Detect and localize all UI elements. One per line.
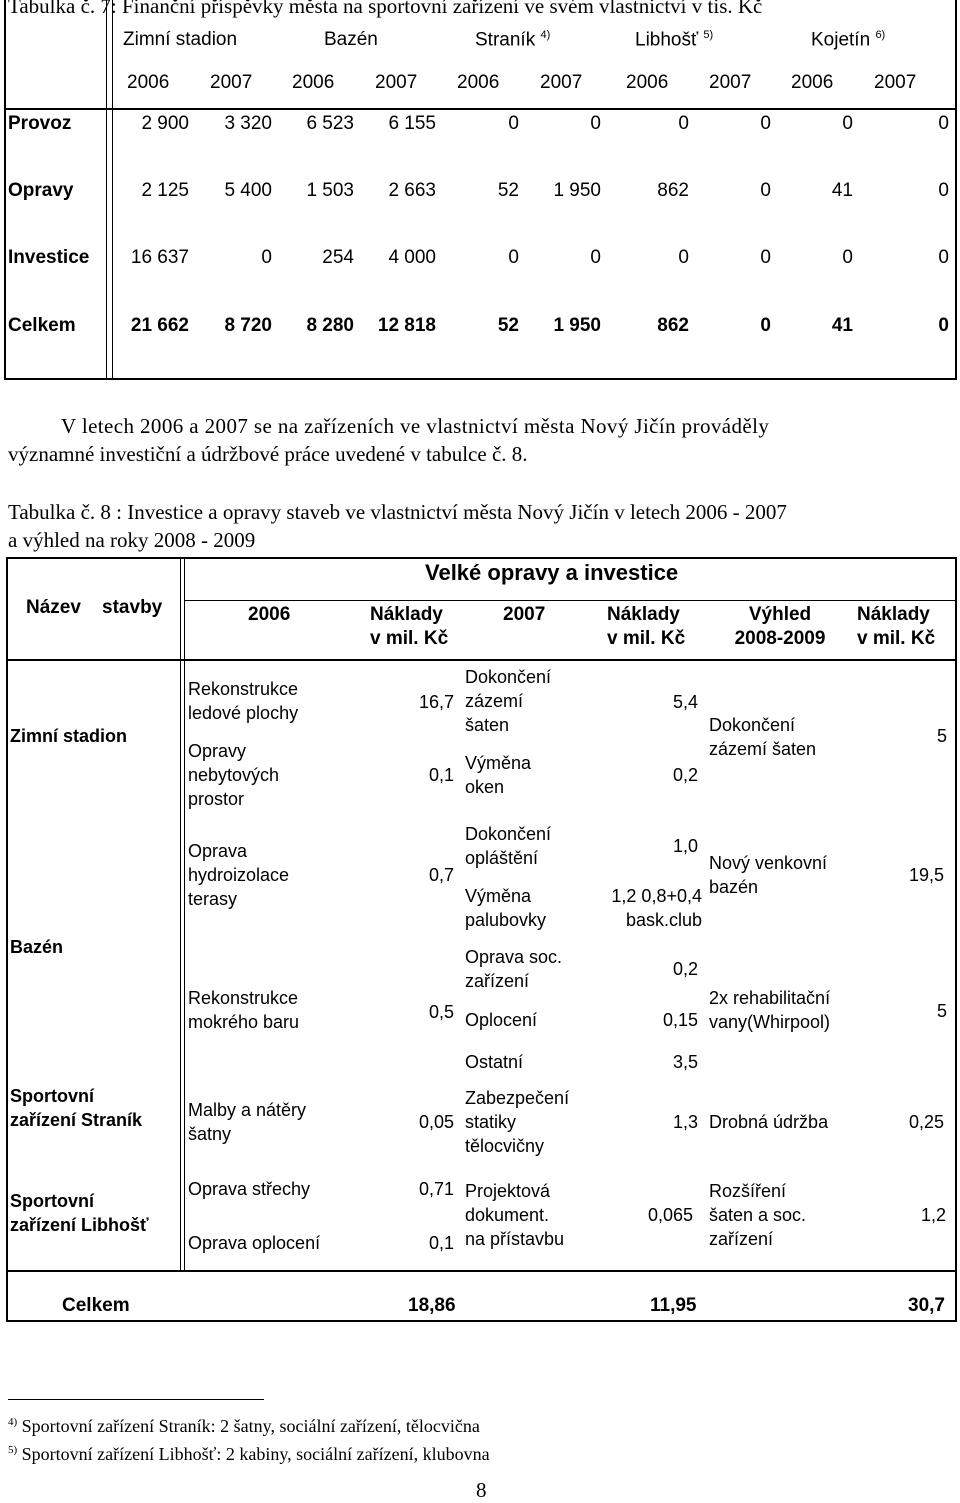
paragraph-line: významné investiční a údržbové práce uvedené v tabulce č. 8.	[8, 442, 528, 466]
work-2007	[465, 665, 551, 737]
col-header-cost-label: Náklady	[607, 604, 680, 625]
row-name	[10, 1189, 149, 1237]
work-line: mokrého baru	[188, 1012, 300, 1032]
work-line: hydroizolace	[188, 865, 290, 885]
outlook	[709, 851, 827, 899]
work-line: statiky	[465, 1112, 517, 1132]
outlook	[709, 713, 816, 761]
footnote-ref-6: 6)	[875, 29, 886, 41]
work-line: terasy	[188, 889, 238, 909]
row-name-line: Sportovní	[10, 1086, 94, 1106]
paragraph	[8, 412, 769, 468]
work-2007: Ostatní	[465, 1052, 524, 1072]
col-header-cost-unit: v mil. Kč	[607, 628, 686, 649]
work-line: Zabezpečení	[465, 1088, 570, 1108]
cell: 0	[760, 180, 771, 201]
work-line: Opravy	[188, 741, 247, 761]
venue-zimni-stadion: Zimní stadion	[123, 29, 238, 50]
cell: 862	[657, 180, 689, 201]
work-line: zázemí	[465, 691, 524, 711]
year-cell: 2006	[127, 72, 170, 93]
cell: 1 950	[553, 180, 601, 201]
work-2007	[465, 822, 551, 870]
outlook	[709, 986, 830, 1034]
work-line: Oprava	[188, 841, 248, 861]
cell: 0	[760, 315, 771, 336]
cell: 0	[678, 113, 689, 134]
venue-libhost: Libhošť $^{5)}$	[635, 29, 714, 51]
row-name: Bazén	[10, 937, 64, 957]
venue-stranik: Straník $^{4)}$	[475, 29, 551, 51]
year-cell: 2007	[709, 72, 752, 93]
cell: 8 720	[224, 315, 272, 336]
work-line: Projektová	[465, 1181, 551, 1201]
work-line: oken	[465, 777, 505, 797]
cost-2007	[611, 884, 702, 932]
cell: 0	[938, 180, 949, 201]
cell: 0	[938, 247, 949, 268]
cell: 2 900	[141, 113, 189, 134]
work-line: palubovky	[465, 910, 547, 930]
col-header-outlook	[728, 603, 832, 651]
row-name-line: zařízení Libhošť	[10, 1215, 149, 1235]
footnote-text: Sportovní zařízení Libhošť: 2 kabiny, sociální zařízení, klubovna	[21, 1444, 490, 1464]
cost-outlook: 19,5	[909, 865, 945, 885]
total-label: Celkem	[62, 1295, 130, 1316]
work-2006	[188, 1098, 306, 1146]
cell: 52	[497, 180, 519, 201]
footnote-text: Sportovní zařízení Straník: 2 šatny, sociální zařízení, tělocvična	[21, 1416, 480, 1436]
cost-line: bask.club	[625, 910, 702, 930]
work-2006: Oprava oplocení	[188, 1233, 321, 1253]
cell: 41	[831, 180, 853, 201]
work-2006	[188, 839, 289, 911]
cell: 41	[831, 315, 853, 336]
venue-bazen: Bazén	[324, 29, 378, 50]
col-header-cost-outlook	[857, 603, 935, 651]
cost-outlook: 5	[937, 726, 948, 746]
col-header-cost-label: Náklady	[857, 604, 930, 625]
cost-2006: 16,7	[419, 692, 455, 712]
cell: 6 155	[388, 113, 436, 134]
cost-2006: 0,1	[429, 1233, 455, 1253]
cell: 0	[760, 113, 771, 134]
cost-2007: 3,5	[673, 1052, 699, 1072]
cell: 0	[590, 113, 601, 134]
cost-2006: 0,05	[419, 1112, 455, 1132]
work-2006	[188, 986, 299, 1034]
row-label: Celkem	[8, 315, 76, 336]
work-line: Oprava soc.	[465, 947, 563, 967]
work-2007: Oplocení	[465, 1010, 538, 1030]
cost-outlook: 5	[937, 1001, 948, 1021]
cell: 2 663	[388, 180, 436, 201]
cell: 862	[657, 315, 689, 336]
col-header-outlook-label: Výhled	[748, 604, 812, 625]
cell: 0	[590, 247, 601, 268]
outlook-line: 2x rehabilitační	[709, 988, 831, 1008]
work-line: opláštění	[465, 848, 539, 868]
cost-outlook: 0,25	[909, 1112, 945, 1132]
year-cell: 2007	[540, 72, 583, 93]
work-line: ledové plochy	[188, 703, 299, 723]
year-cell: 2006	[457, 72, 500, 93]
row-name: Zimní stadion	[10, 726, 127, 746]
cost-2007: 0,2	[673, 959, 699, 979]
footnote-mark: 5)	[8, 1444, 18, 1456]
row-label: Opravy	[8, 180, 74, 201]
work-2007	[465, 945, 562, 993]
work-2006: Oprava střechy	[188, 1179, 311, 1199]
year-cell: 2006	[791, 72, 834, 93]
venue-kojetin: Kojetín $^{6)}$	[811, 29, 886, 51]
table8-group-header: Velké opravy a investice	[425, 560, 679, 585]
outlook	[709, 1179, 806, 1251]
work-2007	[465, 884, 546, 932]
cell: 12 818	[377, 315, 436, 336]
row-name	[10, 1084, 142, 1132]
table7-caption: Tabulka č. 7: Finanční příspěvky města na sportovní zařízení ve svém vlastnictví v tis. Kč	[8, 0, 763, 18]
col-header-cost-2006	[370, 603, 448, 651]
row-label: Investice	[8, 247, 90, 268]
total-outlook: 30,7	[908, 1295, 945, 1316]
year-cell: 2006	[626, 72, 669, 93]
cell: 6 523	[306, 113, 354, 134]
cost-outlook: 1,2	[921, 1205, 947, 1225]
cost-2007: 1,0	[673, 836, 699, 856]
work-line: Výměna	[465, 753, 532, 773]
footnote	[8, 1410, 490, 1438]
work-2007	[465, 1179, 564, 1251]
paragraph-line: V letech 2006 a 2007 se na zařízeních ve vlastnictví města Nový Jičín prováděly	[61, 414, 770, 438]
total-2006: 18,86	[408, 1295, 456, 1316]
work-line: tělocvičny	[465, 1136, 545, 1156]
year-cell: 2006	[292, 72, 335, 93]
year-cell: 2007	[874, 72, 917, 93]
col-header-name: Název stavby	[26, 597, 163, 618]
outlook-line: vany(Whirpool)	[709, 1012, 831, 1032]
cost-2006: 0,7	[429, 865, 455, 885]
outlook: Drobná údržba	[709, 1112, 829, 1132]
work-line: Rekonstrukce	[188, 679, 299, 699]
cell: 0	[508, 247, 519, 268]
cell: 0	[508, 113, 519, 134]
cell: 1 503	[306, 180, 354, 201]
outlook-line: šaten a soc.	[709, 1205, 807, 1225]
col-header-2007: 2007	[503, 604, 546, 625]
cell: 0	[760, 247, 771, 268]
cost-2007: 1,3	[673, 1112, 699, 1132]
table8-caption	[8, 498, 787, 554]
cell: 3 320	[224, 113, 272, 134]
year-cell: 2007	[210, 72, 253, 93]
col-header-2006: 2006	[248, 604, 291, 625]
work-line: Dokončení	[465, 824, 552, 844]
cost-line: 1,2 0,8+0,4	[611, 886, 702, 906]
cost-2007: 0,15	[663, 1010, 699, 1030]
cost-2006: 0,71	[419, 1179, 455, 1199]
work-2007	[465, 1086, 569, 1158]
cell: 2 125	[141, 180, 189, 201]
footnote-ref-5: 5)	[703, 29, 714, 41]
cell: 1 950	[553, 315, 601, 336]
cell: 5 400	[224, 180, 272, 201]
outlook-line: zázemí šaten	[709, 739, 817, 759]
work-line: nebytových	[188, 765, 280, 785]
work-line: Rekonstrukce	[188, 988, 299, 1008]
outlook-line: bazén	[709, 877, 759, 897]
footnote-separator	[8, 1399, 264, 1400]
footnotes	[8, 1410, 490, 1466]
row-label: Provoz	[8, 113, 72, 134]
outlook-line: Nový venkovní	[709, 853, 828, 873]
col-header-cost-unit: v mil. Kč	[857, 628, 936, 649]
work-line: Malby a nátěry	[188, 1100, 307, 1120]
cost-2007: 0,065	[648, 1205, 694, 1225]
cost-2006: 0,5	[429, 1002, 455, 1022]
year-cell: 2007	[375, 72, 418, 93]
cell: 8 280	[306, 315, 354, 336]
col-header-cost-label: Náklady	[370, 604, 443, 625]
work-line: zařízení	[465, 971, 530, 991]
cell: 16 637	[130, 247, 189, 268]
cost-2006: 0,1	[429, 765, 455, 785]
cell: 0	[261, 247, 272, 268]
cell: 0	[938, 315, 949, 336]
col-header-cost-2007	[607, 603, 685, 651]
cell: 0	[938, 113, 949, 134]
footnote-ref-4: 4)	[540, 29, 551, 41]
work-line: dokument.	[465, 1205, 550, 1225]
col-header-cost-unit: v mil. Kč	[370, 628, 449, 649]
outlook-line: Rozšíření	[709, 1181, 787, 1201]
work-line: šaten	[465, 715, 510, 735]
page-number: 8	[476, 1478, 487, 1502]
work-2006	[188, 739, 279, 811]
work-line: Výměna	[465, 886, 532, 906]
cell: 0	[842, 113, 853, 134]
work-line: prostor	[188, 789, 245, 809]
footnote-mark: 4)	[8, 1416, 18, 1428]
total-2007: 11,95	[650, 1295, 697, 1316]
cell: 4 000	[388, 247, 436, 268]
col-header-outlook-years: 2008-2009	[734, 628, 826, 649]
footnote	[8, 1438, 490, 1466]
row-name-line: Sportovní	[10, 1191, 94, 1211]
cost-2007: 0,2	[673, 765, 699, 785]
cell: 0	[842, 247, 853, 268]
cell: 52	[497, 315, 519, 336]
cost-2007: 5,4	[673, 692, 699, 712]
work-line: na přístavbu	[465, 1229, 565, 1249]
cell: 0	[678, 247, 689, 268]
outlook-line: zařízení	[709, 1229, 774, 1249]
work-line: Dokončení	[465, 667, 552, 687]
cell: 21 662	[130, 315, 189, 336]
work-2007	[465, 751, 531, 799]
work-line: šatny	[188, 1124, 232, 1144]
cell: 254	[322, 247, 354, 268]
outlook-line: Dokončení	[709, 715, 796, 735]
table8-caption-line: Tabulka č. 8 : Investice a opravy staveb ve vlastnictví města Nový Jičín v letech 2006 - 2007	[8, 500, 787, 524]
work-2006	[188, 677, 298, 725]
table8-caption-line: a výhled na roky 2008 - 2009	[8, 528, 256, 552]
row-name-line: zařízení Straník	[10, 1110, 143, 1130]
